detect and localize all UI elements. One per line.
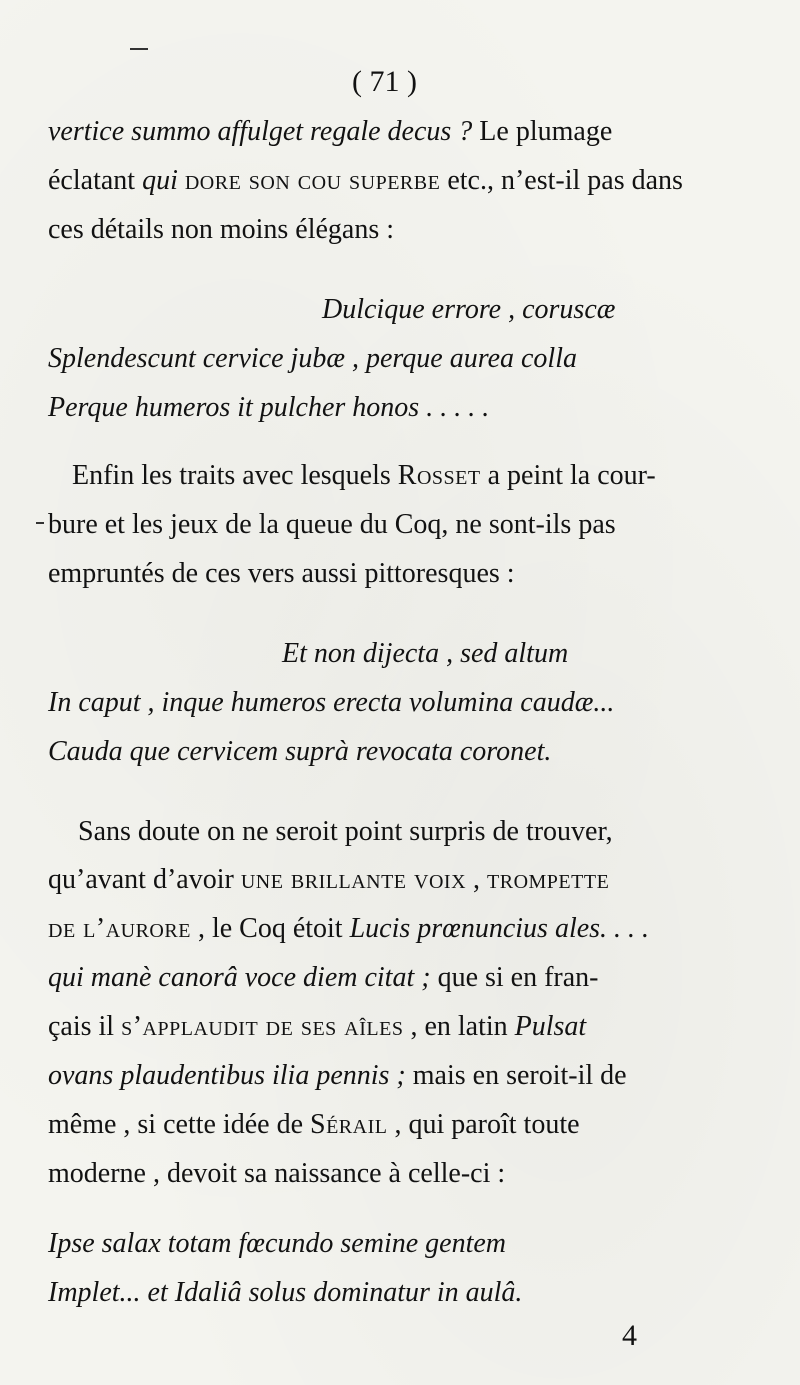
text-line-2: éclatant qui dore son cou superbe etc., n’est-il pas dans [48, 165, 683, 196]
text-line-10: qui manè canorâ voce diem citat ; que si en fran- [48, 962, 599, 993]
verse-line-7: Ipse salax totam fœcundo semine gentem [48, 1228, 507, 1259]
text-line-11: çais il s’applaudit de ses aîles , en latin Pulsat [48, 1011, 587, 1042]
text-line-9: de l’aurore , le Coq étoit Lucis prœnuncius ales. . . . [48, 913, 650, 944]
margin-mark [36, 522, 44, 524]
signature-mark: 4 [622, 1319, 637, 1352]
text-line-6: empruntés de ces vers aussi pittoresques : [48, 558, 515, 589]
verse-line-4: Et non dijecta , sed altum [282, 638, 569, 669]
text-line-8: qu’avant d’avoir une brillante voix , trompette [48, 864, 610, 895]
verse-line-6: Cauda que cervicem suprà revocata coronet. [48, 736, 552, 767]
text-line-13: même , si cette idée de Sérail , qui paroît toute [48, 1109, 580, 1140]
text-line-12: ovans plaudentibus ilia pennis ; mais en seroit-il de [48, 1060, 627, 1091]
text-line-5: bure et les jeux de la queue du Coq, ne sont-ils pas [48, 509, 616, 540]
verse-line-1: Dulcique errore , coruscæ [322, 294, 616, 325]
verse-line-2: Splendescunt cervice jubæ , perque aurea colla [48, 343, 577, 374]
text-line-1: vertice summo affulget regale decus ? Le plumage [48, 116, 613, 147]
text-line-14: moderne , devoit sa naissance à celle-ci : [48, 1158, 506, 1189]
verse-line-3: Perque humeros it pulcher honos . . . . . [48, 392, 490, 423]
page-number: ( 71 ) [352, 65, 417, 98]
verse-line-8: Implet... et Idaliâ solus dominatur in aulâ. [48, 1277, 523, 1308]
text-line-3: ces détails non moins élégans : [48, 214, 395, 245]
latin-fragment: vertice summo affulget regale decus ? [48, 116, 473, 147]
verse-line-5: In caput , inque humeros erecta volumina caudæ... [48, 687, 615, 718]
text-line-7: Sans doute on ne seroit point surpris de trouver, [78, 816, 613, 847]
text-line-4: Enfin les traits avec lesquels Rosset a peint la cour- [72, 460, 656, 491]
page-edge-mark [130, 48, 148, 50]
